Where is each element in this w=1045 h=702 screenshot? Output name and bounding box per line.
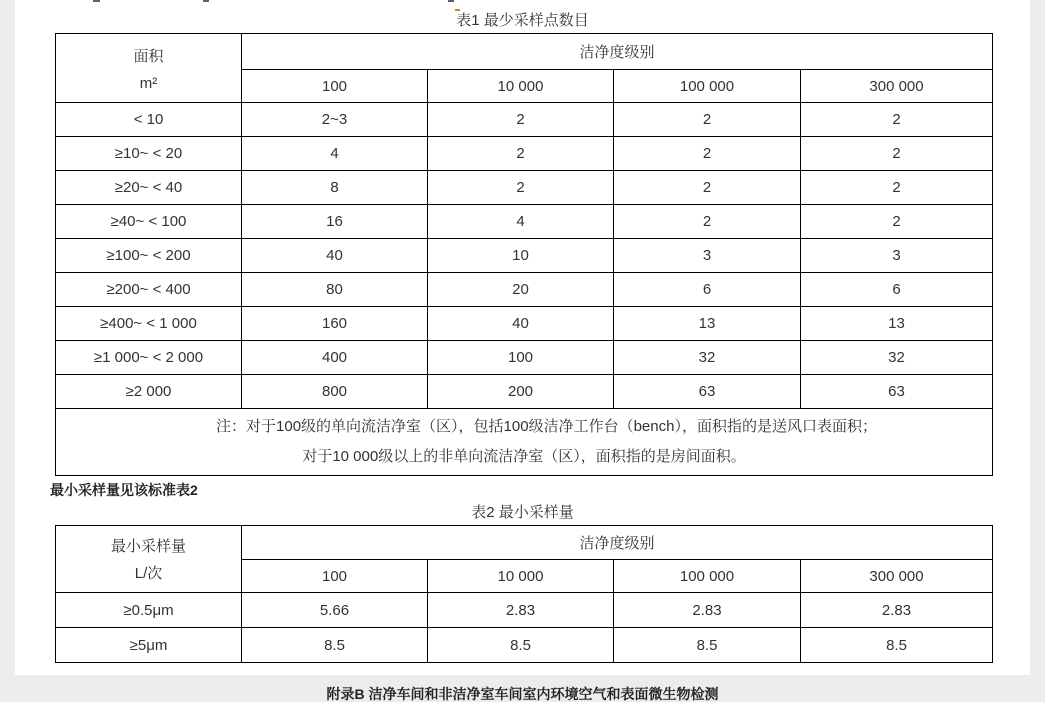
table-cell-area: ≥100~ < 200 bbox=[56, 239, 242, 273]
clipped-text-fragment bbox=[455, 9, 460, 11]
table-cell: 40 bbox=[242, 239, 428, 273]
table2-class-col-header: 100 000 bbox=[614, 560, 801, 593]
table-cell-area: < 10 bbox=[56, 103, 242, 137]
table-cell: 2 bbox=[614, 205, 801, 239]
table-cell-area: ≥40~ < 100 bbox=[56, 205, 242, 239]
table2-volume-label: 最小采样量 bbox=[110, 538, 186, 555]
table-cell: 32 bbox=[801, 341, 993, 375]
table-cell: 63 bbox=[801, 375, 993, 409]
table-cell: 3 bbox=[614, 239, 801, 273]
table-cell: 63 bbox=[614, 375, 801, 409]
table-cell-particle-size: ≥0.5μm bbox=[56, 593, 242, 628]
table-row bbox=[56, 205, 993, 239]
table1-note-line2: 对于10 000级以上的非单向流洁净室（区），面积指的是房间面积。 bbox=[302, 448, 746, 465]
table2-volume-unit: L/次 bbox=[134, 565, 163, 582]
clipped-text-fragment bbox=[448, 0, 454, 2]
table2-sampling-volume bbox=[55, 525, 993, 663]
table-row bbox=[56, 375, 993, 409]
table-cell: 8.5 bbox=[242, 628, 428, 663]
table1-class-col-header: 10 000 bbox=[428, 70, 614, 103]
table-cell-area: ≥10~ < 20 bbox=[56, 137, 242, 171]
table-cell: 3 bbox=[801, 239, 993, 273]
table-cell: 2 bbox=[428, 137, 614, 171]
table-cell: 200 bbox=[428, 375, 614, 409]
table-cell-area: ≥1 000~ < 2 000 bbox=[56, 341, 242, 375]
table2-title: 表2 最小采样量 bbox=[471, 504, 574, 521]
table-cell: 6 bbox=[801, 273, 993, 307]
table-cell: 20 bbox=[428, 273, 614, 307]
table1-sampling-points bbox=[55, 33, 993, 476]
table-row bbox=[56, 137, 993, 171]
table-cell: 13 bbox=[614, 307, 801, 341]
table-cell: 13 bbox=[801, 307, 993, 341]
table-cell: 8.5 bbox=[428, 628, 614, 663]
table-cell-area: ≥400~ < 1 000 bbox=[56, 307, 242, 341]
table-row bbox=[56, 593, 993, 628]
table-cell: 2 bbox=[801, 103, 993, 137]
table-cell: 4 bbox=[242, 137, 428, 171]
table1-note-cell bbox=[56, 409, 993, 476]
table-cell: 2.83 bbox=[428, 593, 614, 628]
table-cell: 400 bbox=[242, 341, 428, 375]
table-cell: 2.83 bbox=[801, 593, 993, 628]
table2-header-row-1 bbox=[56, 526, 993, 560]
table-row bbox=[56, 341, 993, 375]
table-cell: 6 bbox=[614, 273, 801, 307]
table-cell: 32 bbox=[614, 341, 801, 375]
table-cell: 160 bbox=[242, 307, 428, 341]
table-cell: 10 bbox=[428, 239, 614, 273]
table-row bbox=[56, 628, 993, 663]
table-cell: 100 bbox=[428, 341, 614, 375]
table1-area-unit: m² bbox=[139, 74, 158, 92]
table-row bbox=[56, 103, 993, 137]
table-row bbox=[56, 273, 993, 307]
table-cell: 8.5 bbox=[801, 628, 993, 663]
appendix-b-title: 附录B 洁净车间和非洁净室车间室内环境空气和表面微生物检测 bbox=[326, 686, 719, 702]
table-cell: 2 bbox=[801, 137, 993, 171]
table-cell: 80 bbox=[242, 273, 428, 307]
table-cell-area: ≥2 000 bbox=[56, 375, 242, 409]
table-row bbox=[56, 307, 993, 341]
table-cell: 8.5 bbox=[614, 628, 801, 663]
table-cell: 8 bbox=[242, 171, 428, 205]
clipped-text-fragment bbox=[93, 0, 100, 2]
table-cell: 16 bbox=[242, 205, 428, 239]
table-cell-area: ≥20~ < 40 bbox=[56, 171, 242, 205]
table-cell: 2 bbox=[614, 171, 801, 205]
document-page bbox=[15, 0, 1030, 702]
table-cell: 800 bbox=[242, 375, 428, 409]
table-cell: 2 bbox=[801, 171, 993, 205]
table2-class-col-header: 100 bbox=[242, 560, 428, 593]
table2-volume-header-cell bbox=[56, 526, 242, 593]
table-cell-particle-size: ≥5μm bbox=[56, 628, 242, 663]
table-cell: 2~3 bbox=[242, 103, 428, 137]
table-cell: 40 bbox=[428, 307, 614, 341]
table1-header-row-1 bbox=[56, 34, 993, 70]
table-cell: 2.83 bbox=[614, 593, 801, 628]
table1-area-header-cell bbox=[56, 34, 242, 103]
clipped-text-fragment bbox=[203, 0, 209, 2]
table-cell: 2 bbox=[614, 103, 801, 137]
table-cell: 5.66 bbox=[242, 593, 428, 628]
table-cell: 2 bbox=[428, 103, 614, 137]
min-sampling-volume-lead-text: 最小采样量见该标准表2 bbox=[50, 482, 198, 498]
table2-class-col-header: 10 000 bbox=[428, 560, 614, 593]
table-row bbox=[56, 239, 993, 273]
table-cell: 2 bbox=[428, 171, 614, 205]
table1-class-col-header: 100 bbox=[242, 70, 428, 103]
table2-class-col-header: 300 000 bbox=[801, 560, 993, 593]
table1-note-line1: 注：对于100级的单向流洁净室（区），包括100级洁净工作台（bench），面积指的是送风口表面积； bbox=[216, 418, 877, 435]
table-cell: 2 bbox=[801, 205, 993, 239]
table-row bbox=[56, 171, 993, 205]
table1-cleanliness-class-header: 洁净度级别 bbox=[242, 34, 993, 70]
table-cell-area: ≥200~ < 400 bbox=[56, 273, 242, 307]
table2-cleanliness-class-header: 洁净度级别 bbox=[242, 526, 993, 560]
table-cell: 2 bbox=[614, 137, 801, 171]
table1-area-label: 面积 bbox=[133, 47, 164, 65]
table1-title: 表1 最少采样点数目 bbox=[456, 12, 589, 29]
table1-class-col-header: 100 000 bbox=[614, 70, 801, 103]
table-cell: 4 bbox=[428, 205, 614, 239]
table1-class-col-header: 300 000 bbox=[801, 70, 993, 103]
table1-note-row bbox=[56, 409, 993, 476]
